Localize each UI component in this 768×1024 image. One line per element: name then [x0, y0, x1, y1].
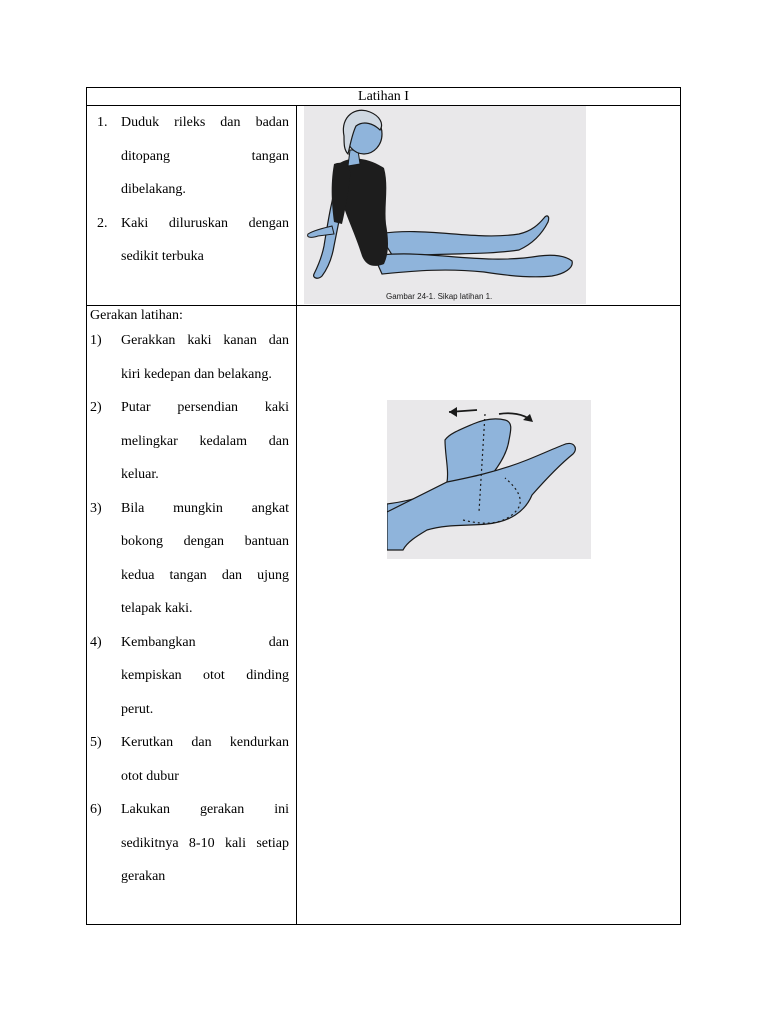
- list-item-line: dibelakang.: [121, 182, 186, 197]
- list-item-line: Kaki diluruskan dengan: [121, 215, 289, 231]
- foot-rotation-image: [387, 400, 591, 559]
- list-item-line: keluar.: [121, 467, 159, 482]
- table-title: Latihan I: [358, 89, 409, 104]
- list-item-line: Kembangkan dan: [121, 634, 289, 650]
- list-item-line: otot dubur: [121, 768, 179, 784]
- figure1-caption: Gambar 24-1. Sikap latihan 1.: [386, 292, 493, 301]
- list-item-line: ditopang tangan: [121, 148, 289, 164]
- row-divider-2: [87, 305, 680, 306]
- list-item: [90, 492, 289, 626]
- column-divider: [296, 106, 297, 924]
- list-item-line: bokong dengan bantuan: [121, 534, 289, 549]
- list-item-number: 2.: [97, 215, 108, 231]
- list-item-line: Duduk rileks dan badan: [121, 115, 289, 130]
- list-item-line: Putar persendian kaki: [121, 400, 289, 415]
- exercise-steps-list: [90, 324, 289, 894]
- list-item: [90, 324, 289, 391]
- list-item: [90, 391, 289, 492]
- list-item-line: kempiskan otot dinding: [121, 668, 289, 683]
- list-item-number: 1): [90, 333, 102, 348]
- section-heading: Gerakan latihan:: [90, 308, 183, 323]
- list-item-line: telapak kaki.: [121, 601, 193, 616]
- list-item-number: 3): [90, 500, 102, 516]
- list-item-line: kedua tangan dan ujung: [121, 567, 289, 583]
- list-item: [97, 207, 289, 274]
- list-item: [90, 726, 289, 793]
- top-instructions-list: [97, 106, 289, 274]
- list-item-line: Gerakkan kaki kanan dan: [121, 333, 289, 348]
- list-item-line: Kerutkan dan kendurkan: [121, 735, 289, 750]
- list-item-line: Bila mungkin angkat: [121, 500, 289, 516]
- list-item-line: sedikitnya 8-10 kali setiap: [121, 835, 289, 851]
- list-item-line: kiri kedepan dan belakang.: [121, 366, 272, 382]
- list-item-number: 5): [90, 735, 102, 750]
- list-item-number: 1.: [97, 115, 108, 130]
- list-item-number: 2): [90, 400, 102, 415]
- list-item-line: gerakan: [121, 869, 166, 884]
- list-item-line: Lakukan gerakan ini: [121, 802, 289, 817]
- list-item-line: sedikit terbuka: [121, 249, 204, 264]
- sitting-figure-image: [304, 106, 586, 304]
- list-item-number: 6): [90, 802, 102, 817]
- exercise-table: [86, 87, 681, 925]
- list-item-line: perut.: [121, 701, 154, 717]
- list-item-number: 4): [90, 634, 102, 650]
- list-item: [90, 626, 289, 727]
- list-item: [97, 106, 289, 207]
- list-item: [90, 793, 289, 894]
- list-item-line: melingkar kedalam dan: [121, 433, 289, 449]
